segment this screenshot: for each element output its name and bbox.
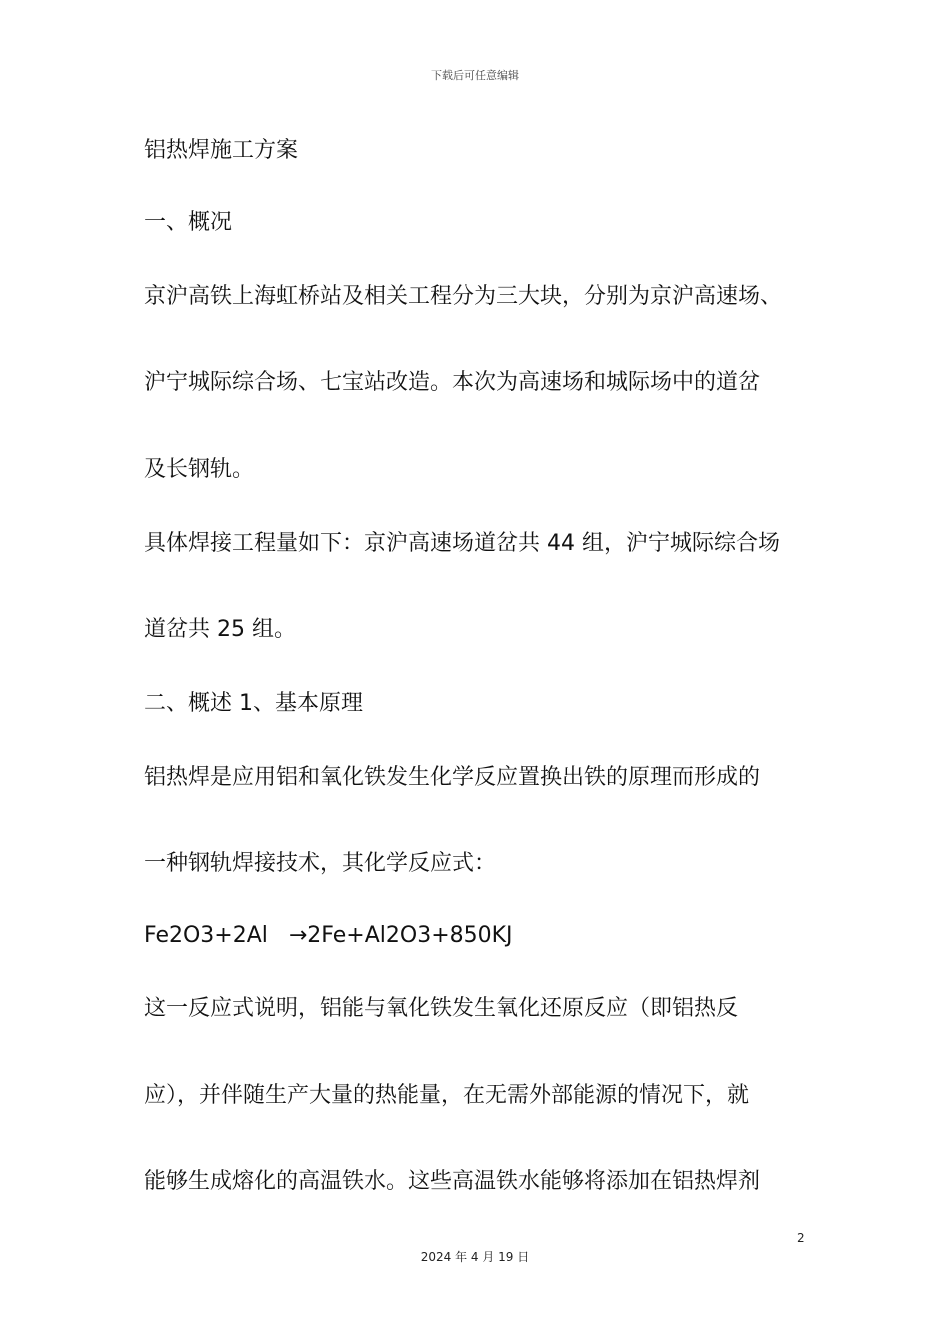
- paragraph-line: 铝热焊是应用铝和氧化铁发生化学反应置换出铁的原理而形成的: [144, 765, 761, 790]
- paragraph-line: 应），并伴随生产大量的热能量，在无需外部能源的情况下，就: [144, 1083, 750, 1108]
- paragraph-line: 能够生成熔化的高温铁水。这些高温铁水能够将添加在铝热焊剂: [144, 1169, 761, 1194]
- document-title: 铝热焊施工方案: [144, 138, 299, 163]
- section-heading-overview: 一、概况: [144, 210, 233, 235]
- paragraph-line: 道岔共 25 组。: [144, 617, 296, 642]
- paragraph-line: 及长钢轨。: [144, 457, 255, 482]
- paragraph-line: 京沪高铁上海虹桥站及相关工程分为三大块，分别为京沪高速场、: [144, 284, 783, 309]
- paragraph-line: 一种钢轨焊接技术，其化学反应式：: [144, 851, 497, 876]
- paragraph-line: 具体焊接工程量如下：京沪高速场道岔共 44 组，沪宁城际综合场: [144, 531, 780, 556]
- header-note: 下载后可任意编辑: [431, 69, 519, 82]
- paragraph-line: 沪宁城际综合场、七宝站改造。本次为高速场和城际场中的道岔: [144, 370, 761, 395]
- section-heading-principle: 二、概述 1、基本原理: [144, 691, 363, 716]
- footer-date: 2024 年 4 月 19 日: [420, 1250, 530, 1264]
- page-number: 2: [797, 1231, 805, 1245]
- chemical-formula: Fe2O3+2Al →2Fe+Al2O3+850KJ: [144, 923, 513, 948]
- paragraph-line: 这一反应式说明，铝能与氧化铁发生氧化还原反应（即铝热反: [144, 996, 739, 1021]
